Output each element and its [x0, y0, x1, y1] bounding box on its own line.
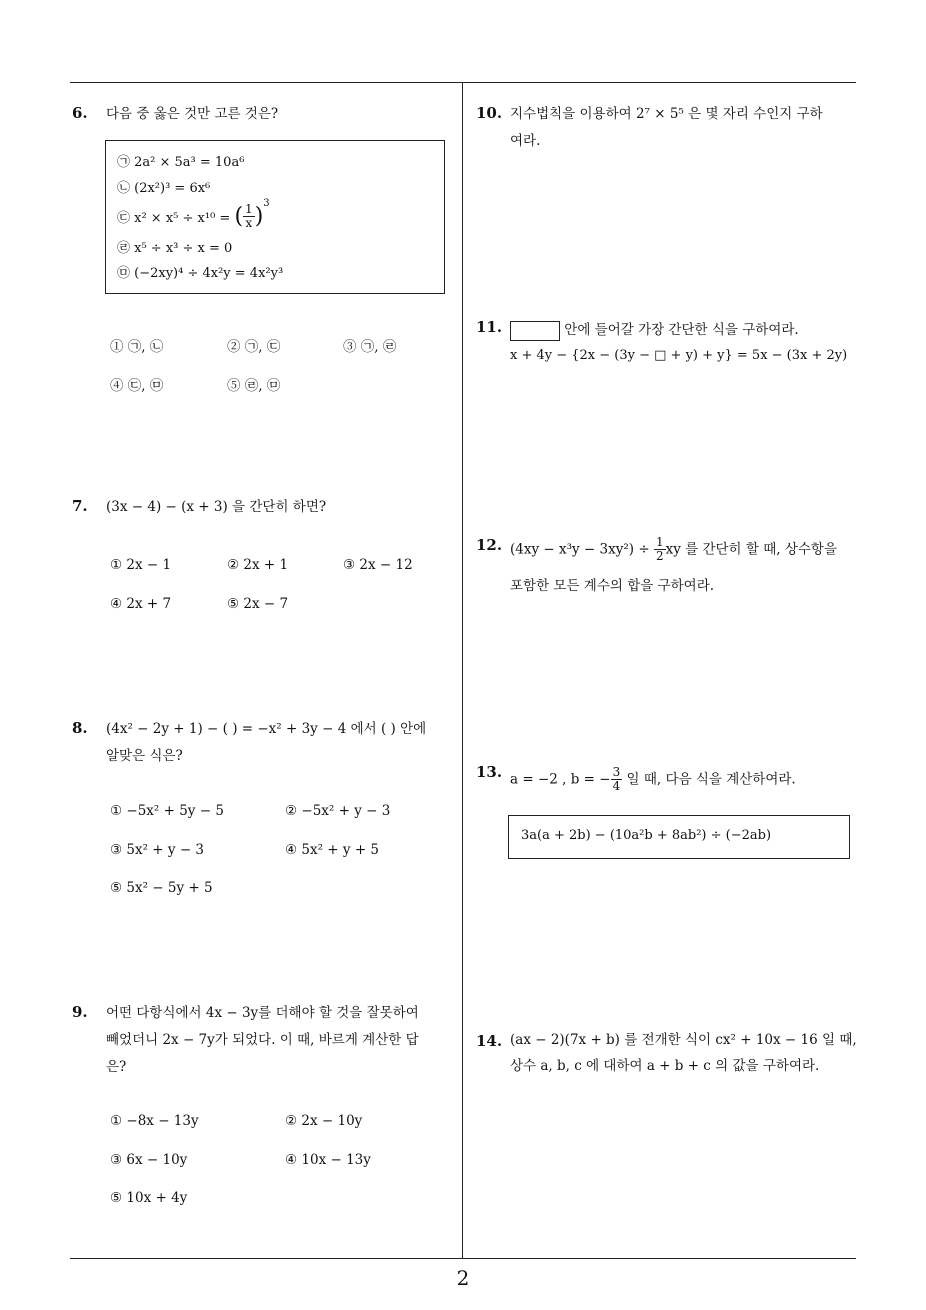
answer-blank-box[interactable] [510, 321, 560, 341]
option-4[interactable]: ④ 10x − 13y [285, 1152, 371, 1168]
option-2[interactable]: ② ㉠, ㉢ [227, 339, 281, 355]
column-divider [462, 83, 463, 1259]
question-number: 9. [72, 1003, 88, 1021]
question-text: (3x − 4) − (x + 3) 을 간단히 하면? [106, 499, 327, 515]
exponent: 3 [263, 198, 270, 209]
statement-4: ㉣ x⁵ ÷ x³ ÷ x = 0 [117, 241, 233, 256]
question-number: 8. [72, 719, 88, 737]
statement-3: ㉢ x² × x⁵ ÷ x¹⁰ = ( $\frac{1}{x}$ )$^3$ [117, 198, 270, 230]
option-3[interactable]: ③ 2x − 12 [343, 557, 413, 573]
option-5[interactable]: ⑤ ㉣, ㉤ [227, 378, 281, 394]
option-2[interactable]: ② 2x − 10y [285, 1113, 363, 1129]
option-2[interactable]: ② 2x + 1 [227, 557, 289, 573]
fraction: $\frac{1}{2}$ [655, 535, 664, 563]
question-text: 안에 들어갈 가장 간단한 식을 구하여라. [564, 322, 799, 338]
question-text: xy 를 간단히 할 때, 상수항을 [665, 541, 837, 558]
option-5[interactable]: ⑤ 2x − 7 [227, 596, 289, 612]
question-text-line-1: (ax − 2)(7x + b) 를 전개한 식이 cx² + 10x − 16 일 때, [510, 1032, 857, 1048]
question-text-line-2: 알맞은 식은? [106, 748, 183, 764]
option-1[interactable]: ① ㉠, ㉡ [110, 339, 164, 355]
question-text-line-1: (4x² − 2y + 1) − ( ) = −x² + 3y − 4 에서 ( ) 안에 [106, 721, 427, 737]
option-2[interactable]: ② −5x² + y − 3 [285, 803, 391, 819]
statement-3-prefix: ㉢ x² × x⁵ ÷ x¹⁰ = [117, 211, 235, 226]
bottom-rule [70, 1258, 856, 1259]
question-number: 10. [476, 104, 503, 122]
question-number: 14. [476, 1032, 503, 1050]
option-3[interactable]: ③ 5x² + y − 3 [110, 842, 205, 858]
question-text: 다음 중 옳은 것만 고른 것은? [106, 106, 279, 122]
question-number: 13. [476, 763, 503, 781]
question-text-line-1: 지수법칙을 이용하여 2⁷ × 5⁵ 은 몇 자리 수인지 구하 [510, 106, 823, 122]
option-4[interactable]: ④ 2x + 7 [110, 596, 172, 612]
statement-2: ㉡ (2x²)³ = 6x⁶ [117, 181, 211, 196]
question-text-line-2: 여라. [510, 133, 541, 149]
question-number: 7. [72, 497, 88, 515]
question-equation: x + 4y − {2x − (3y − □ + y) + y} = 5x − (3x + 2y) [510, 348, 848, 363]
question-number: 12. [476, 536, 503, 554]
option-1[interactable]: ① −8x − 13y [110, 1113, 199, 1129]
question-number: 11. [476, 318, 503, 336]
statement-1: ㉠ 2a² × 5a³ = 10a⁶ [117, 155, 245, 170]
question-text-line-2: 상수 a, b, c 에 대하여 a + b + c 의 값을 구하여라. [510, 1058, 820, 1074]
question-text-line-2: 빼었더니 2x − 7y가 되었다. 이 때, 바르게 계산한 답 [106, 1032, 419, 1048]
top-rule [70, 82, 856, 83]
condition: a = −2 , b = − [510, 771, 611, 788]
question-text-line-1: 어떤 다항식에서 4x − 3y를 더해야 할 것을 잘못하여 [106, 1005, 419, 1021]
expression: 3a(a + 2b) − (10a²b + 8ab²) ÷ (−2ab) [521, 828, 772, 843]
expression: (4xy − x³y − 3xy²) ÷ [510, 541, 654, 558]
question-text-line-1 [510, 316, 799, 344]
question-text [510, 765, 796, 794]
question-text-line-1 [510, 535, 837, 564]
option-3[interactable]: ③ ㉠, ㉣ [343, 339, 397, 355]
fraction: $\frac{3}{4}$ [612, 765, 621, 793]
question-number: 6. [72, 104, 88, 122]
option-5[interactable]: ⑤ 10x + 4y [110, 1190, 188, 1206]
question-text-line-2: 포함한 모든 계수의 합을 구하여라. [510, 578, 715, 594]
instruction: 일 때, 다음 식을 계산하여라. [622, 771, 796, 788]
question-text-line-3: 은? [106, 1059, 127, 1075]
option-1[interactable]: ① 2x − 1 [110, 557, 172, 573]
option-4[interactable]: ④ 5x² + y + 5 [285, 842, 380, 858]
option-4[interactable]: ④ ㉢, ㉤ [110, 378, 164, 394]
statement-5: ㉤ (−2xy)⁴ ÷ 4x²y = 4x²y³ [117, 266, 284, 281]
page-number: 2 [456, 1266, 470, 1290]
option-5[interactable]: ⑤ 5x² − 5y + 5 [110, 880, 213, 896]
option-3[interactable]: ③ 6x − 10y [110, 1152, 188, 1168]
fraction: $\frac{1}{x}$ [245, 202, 253, 230]
option-1[interactable]: ① −5x² + 5y − 5 [110, 803, 224, 819]
